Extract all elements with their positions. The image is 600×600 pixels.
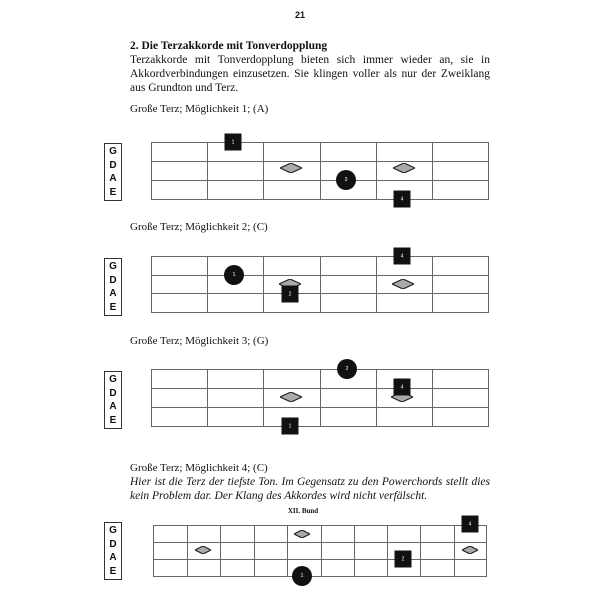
finger-square-marker: 4 bbox=[462, 516, 479, 533]
fretboard-1 bbox=[151, 142, 489, 200]
finger-circle-marker: 1 bbox=[292, 566, 312, 586]
string-labels-2 bbox=[104, 258, 122, 316]
diagram-1-caption: Große Terz; Möglichkeit 1; (A) bbox=[130, 103, 269, 115]
diamond-marker bbox=[280, 163, 302, 173]
string-label-g: G bbox=[109, 374, 117, 385]
diamond-marker bbox=[280, 392, 302, 402]
diamond-marker bbox=[392, 279, 414, 289]
diagram-4-caption: Große Terz; Möglichkeit 4; (C) bbox=[130, 462, 268, 474]
diamond-marker bbox=[294, 530, 310, 538]
diagram-3-caption: Große Terz; Möglichkeit 3; (G) bbox=[130, 335, 269, 347]
string-label-e: E bbox=[109, 301, 117, 313]
diamond-marker bbox=[393, 163, 415, 173]
string-label-g: G bbox=[109, 525, 117, 536]
string-label-a: A bbox=[109, 288, 117, 299]
fretboard-2 bbox=[151, 256, 489, 313]
string-label-g: G bbox=[109, 261, 117, 272]
finger-circle-marker: 2 bbox=[337, 359, 357, 379]
string-label-a: A bbox=[109, 173, 117, 184]
string-label-a: A bbox=[109, 552, 117, 563]
string-label-e: E bbox=[109, 414, 117, 426]
finger-square-marker: 4 bbox=[394, 191, 411, 208]
fretboard-3 bbox=[151, 369, 489, 427]
string-labels-1 bbox=[104, 143, 122, 201]
diagram-4-note: Hier ist die Terz der tiefste Ton. Im Gegensatz zu den Powerchords stellt dies kein Problem dar. Der Klang des Akkordes wird nicht verfälscht. bbox=[130, 476, 490, 502]
finger-square-marker: 4 bbox=[394, 379, 411, 396]
finger-circle-marker: 1 bbox=[224, 265, 244, 285]
page-number: 21 bbox=[294, 10, 305, 20]
string-labels-3 bbox=[104, 371, 122, 429]
finger-square-marker: 1 bbox=[282, 418, 299, 435]
string-label-a: A bbox=[109, 401, 117, 412]
diamond-marker bbox=[462, 546, 478, 554]
string-label-d: D bbox=[109, 274, 117, 286]
string-label-d: D bbox=[109, 538, 117, 550]
finger-circle-marker: 3 bbox=[336, 170, 356, 190]
fret-position-label: XII. Bund bbox=[287, 507, 319, 515]
diamond-marker bbox=[195, 546, 211, 554]
finger-square-marker: 2 bbox=[395, 551, 412, 568]
string-label-e: E bbox=[109, 186, 117, 198]
string-label-e: E bbox=[109, 565, 117, 577]
string-label-d: D bbox=[109, 159, 117, 171]
finger-square-marker: 2 bbox=[282, 286, 299, 303]
finger-square-marker: 4 bbox=[394, 248, 411, 265]
intro-paragraph: Terzakkorde mit Tonverdopplung bieten sich immer wieder an, sie in Akkordverbindungen einzusetzen. Sie klingen voller als nur der Zweiklang aus Grundton und Terz. bbox=[130, 54, 490, 94]
finger-square-marker: 1 bbox=[225, 134, 242, 151]
diagram-2-caption: Große Terz; Möglichkeit 2; (C) bbox=[130, 221, 268, 233]
string-label-d: D bbox=[109, 387, 117, 399]
string-label-g: G bbox=[109, 146, 117, 157]
section-heading: 2. Die Terzakkorde mit Tonverdopplung bbox=[130, 40, 328, 52]
string-labels-4 bbox=[104, 522, 122, 580]
